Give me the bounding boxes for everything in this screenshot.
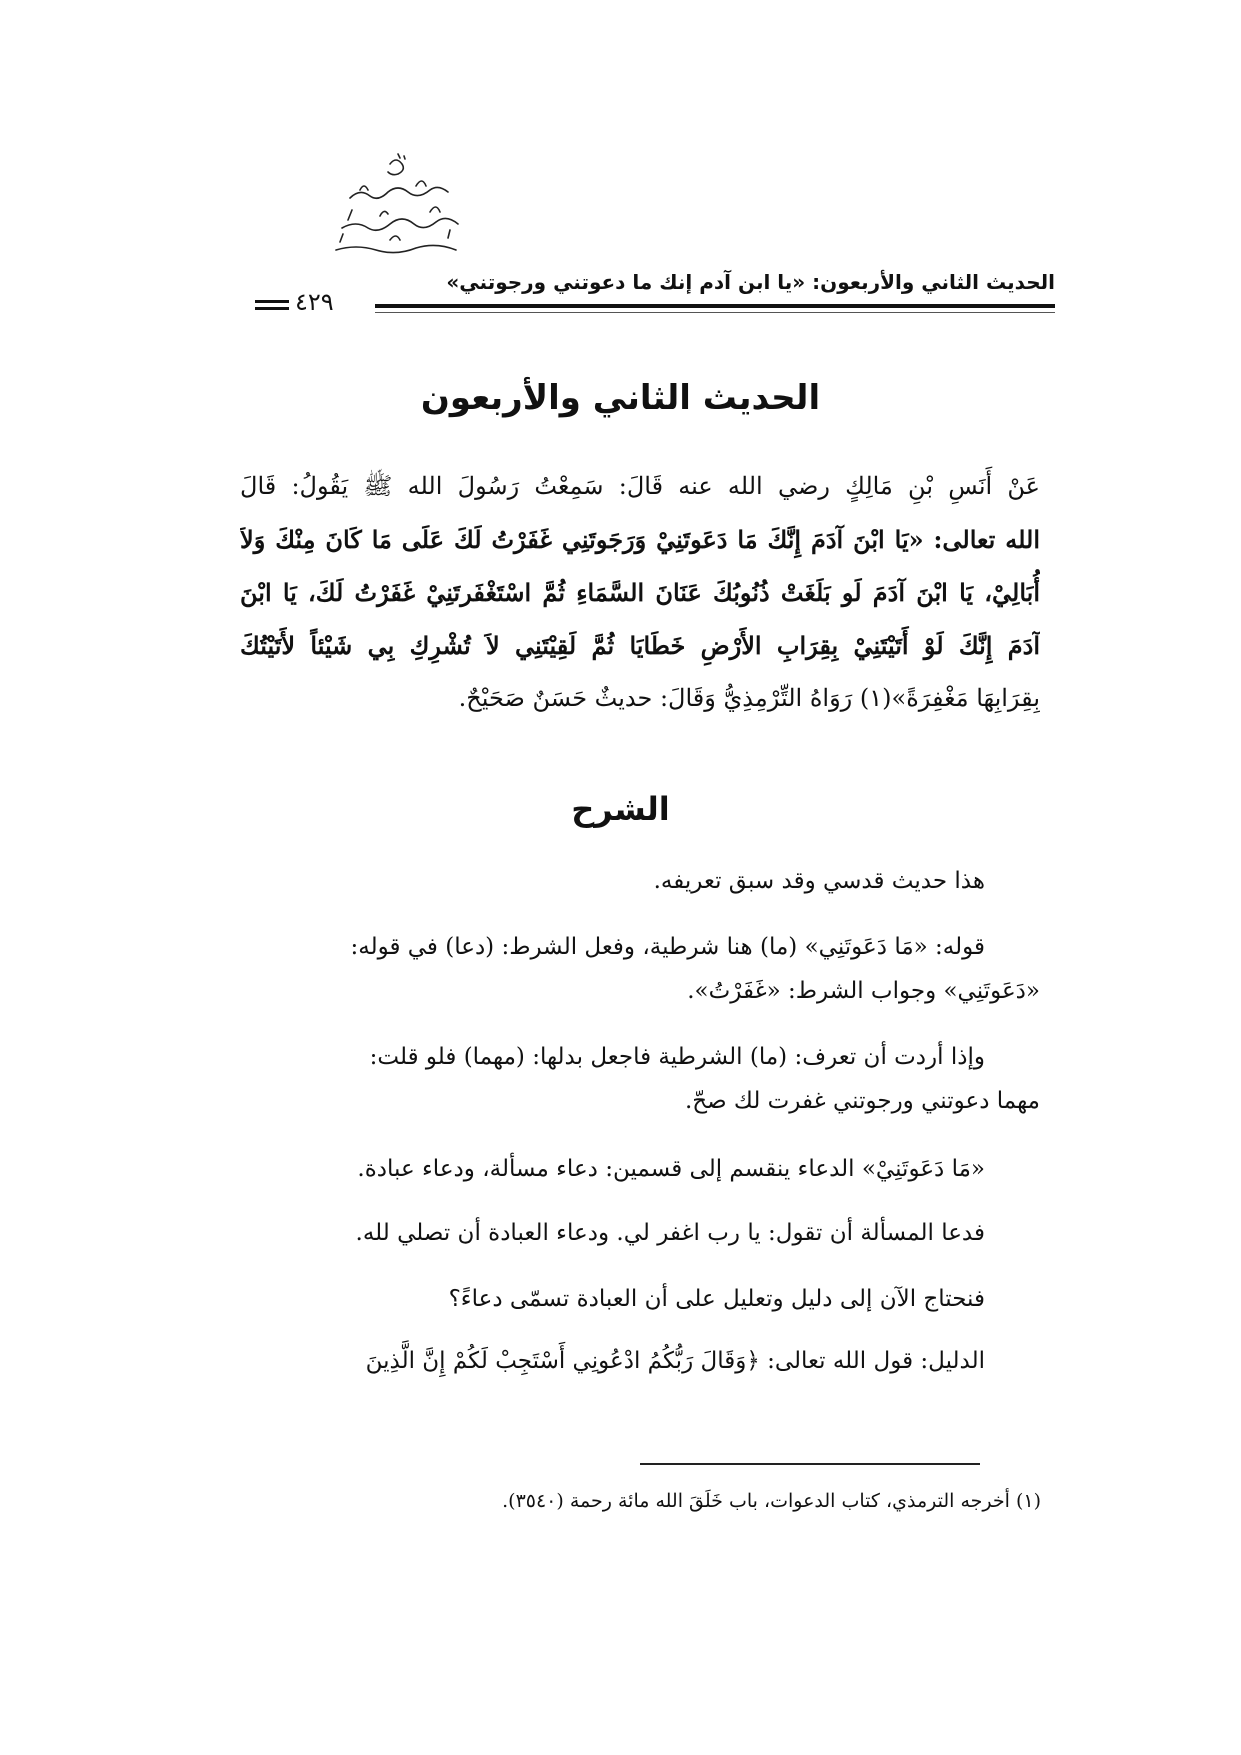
section-heading: الشرح	[571, 790, 670, 828]
commentary-paragraph: مهما دعوتني ورجوتني غفرت لك صحّ.	[684, 1088, 1040, 1114]
signature-stamp-drawing	[320, 150, 480, 260]
running-title: الحديث الثاني والأربعون: «يا ابن آدم إنك ما دعوتني ورجوتني»	[446, 270, 1055, 294]
hadith-line: بِقِرَابِهَا مَغْفِرَةً»(١) رَوَاهُ التِّرْمِذِيُّ وَقَالَ: حديثٌ حَسَنٌ صَحَيْحٌ.	[458, 684, 1040, 712]
commentary-paragraph: وإذا أردت أن تعرف: (ما) الشرطية فاجعل بدلها: (مهما) فلو قلت:	[369, 1044, 985, 1070]
page-number-bars	[255, 300, 289, 314]
commentary-paragraph: «دَعَوتَنِي» وجواب الشرط: «غَفَرْتُ».	[687, 978, 1040, 1004]
commentary-paragraph: «مَا دَعَوتَنِيْ» الدعاء ينقسم إلى قسمين: دعاء مسألة، ودعاء عبادة.	[357, 1156, 985, 1182]
hadith-line: عَنْ أَنَسِ بْنِ مَالِكٍ رضي الله عنه قَالَ: سَمِعْتُ رَسُولَ الله ﷺ يَقُولُ: قَالَ	[240, 472, 1040, 500]
commentary-paragraph: فدعا المسألة أن تقول: يا رب اغفر لي. ودعاء العبادة أن تصلي لله.	[355, 1220, 985, 1246]
page-number: ٤٢٩	[295, 288, 334, 316]
chapter-title: الحديث الثاني والأربعون	[420, 378, 821, 418]
footnote: (١) أخرجه الترمذي، كتاب الدعوات، باب خَلَقَ الله مائة رحمة (٣٥٤٠).	[502, 1490, 1041, 1512]
header-rule-thin	[375, 312, 1055, 313]
header-rule	[375, 304, 1055, 308]
commentary-paragraph: قوله: «مَا دَعَوتَنِي» (ما) هنا شرطية، وفعل الشرط: (دعا) في قوله:	[350, 934, 985, 960]
signature-stamp	[320, 150, 480, 260]
footnote-rule	[640, 1463, 980, 1465]
commentary-paragraph: هذا حديث قدسي وقد سبق تعريفه.	[653, 868, 985, 894]
hadith-text	[240, 460, 1040, 725]
commentary-paragraph: الدليل: قول الله تعالى: ﴿وَقَالَ رَبُّكُمُ ادْعُونِي أَسْتَجِبْ لَكُمْ إِنَّ الَّذِينَ	[365, 1348, 985, 1374]
hadith-line: أُبَالِيْ، يَا ابْنَ آدَمَ لَو بَلَغَتْ ذُنُوبُكَ عَنَانَ السَّمَاءِ ثُمَّ اسْتَغْفَرتَنِيْ غَفَرْتُ لَكَ، يَا ابْنَ	[240, 578, 1040, 607]
commentary-paragraph: فنحتاج الآن إلى دليل وتعليل على أن العبادة تسمّى دعاءً؟	[448, 1286, 985, 1312]
hadith-line: آدَمَ إِنَّكَ لَوْ أَتَيْتَنِيْ بِقِرَابِ الأَرْضِ خَطَايَا ثُمَّ لَقِيْتَنِي لاَ تُشْرِكِ بِي شَيْئاً لأَتَيْتُكَ	[240, 631, 1040, 660]
running-header	[255, 270, 1055, 320]
hadith-line: الله تعالى: «يَا ابْنَ آدَمَ إِنَّكَ مَا دَعَوتَنِيْ وَرَجَوتَنِي غَفَرْتُ لَكَ عَلَى مَا كَانَ مِنْكَ وَلاَ	[240, 525, 1040, 554]
